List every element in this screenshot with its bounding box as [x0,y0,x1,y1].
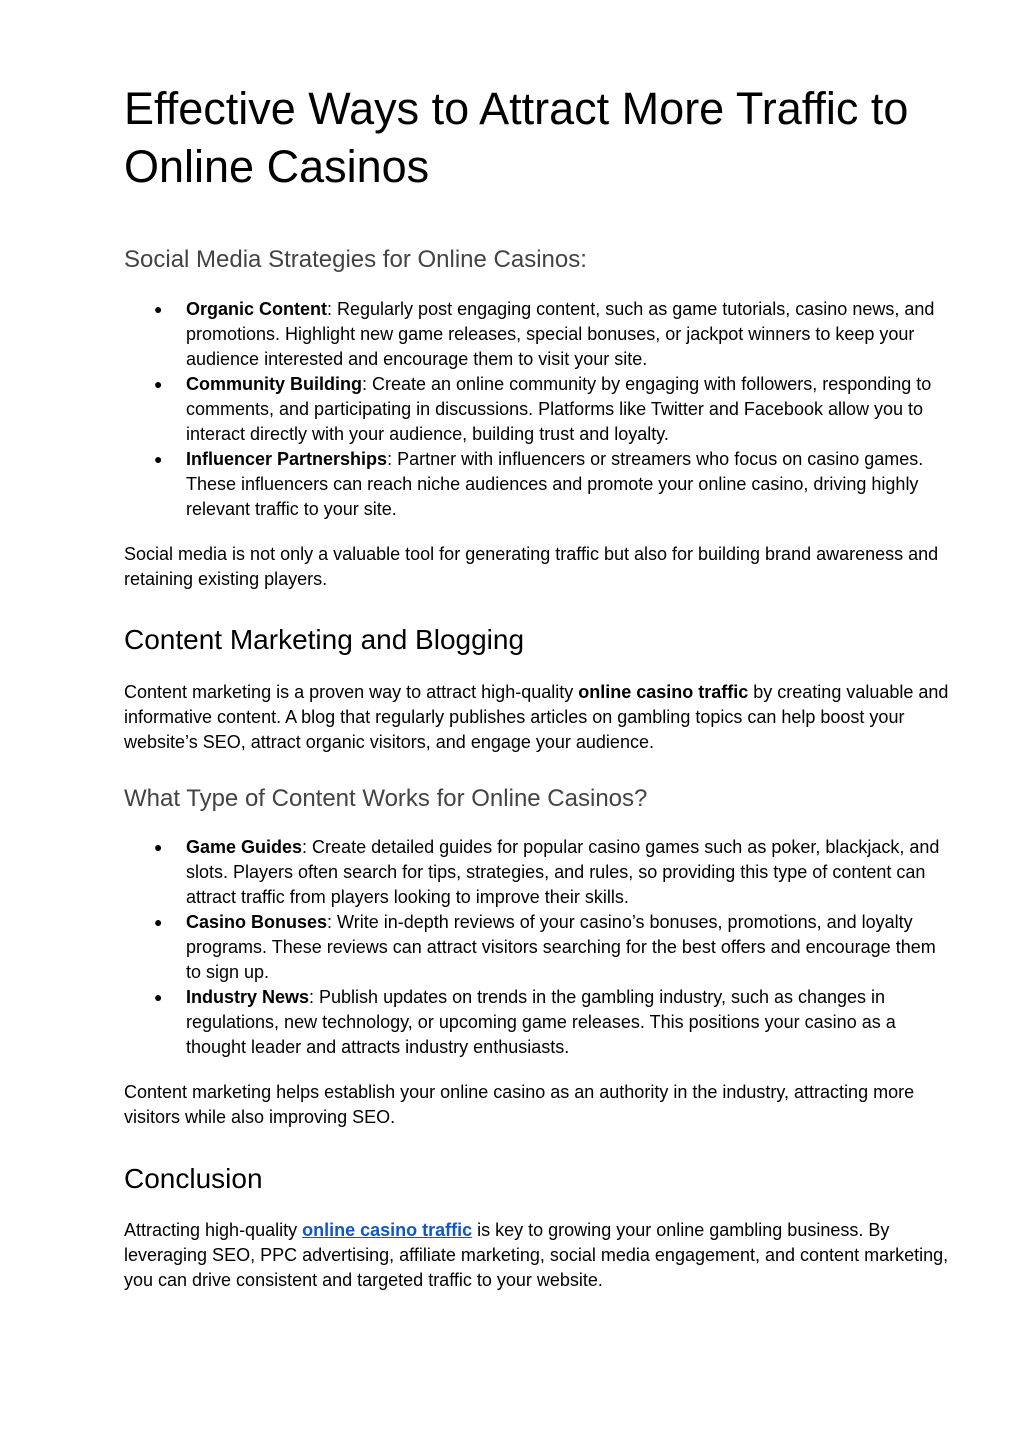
bullet-icon: ● [154,989,163,1005]
conclusion-paragraph [124,1218,950,1293]
list-item [124,447,954,522]
list-item-term: Casino Bonuses [186,912,328,932]
intro-text: Content marketing is a proven way to attract high-quality [124,682,579,702]
intro-keyword: online casino traffic [578,682,749,702]
conclusion-heading: Conclusion [124,1163,263,1194]
list-item [124,835,954,910]
intro-text-continued: by creating valuable and informative content. A blog that regularly publishes articles on gambling topics can help boost your website’s SEO, attract organic visitors, and engage your audience. [124,682,949,752]
bullet-icon: ● [154,839,163,855]
content-marketing-heading: Content Marketing and Blogging [124,624,525,655]
list-item-term: Community Building [186,374,362,394]
social-media-heading: Social Media Strategies for Online Casinos: [124,246,587,273]
bullet-icon: ● [154,451,163,467]
list-item-term: Industry News [186,987,310,1007]
bullet-icon: ● [154,914,163,930]
list-item-text: : Regularly post engaging content, such as game tutorials, casino news, and promotions. Highlight new game releases, special bonuses, or jackpot winners to keep your audience interested and encourage them to visit your site. [186,299,935,369]
conclusion-text-continued: is key to growing your online gambling business. By leveraging SEO, PPC advertising, affiliate marketing, social media engagement, and content marketing, you can drive consistent and targeted traffic to your website. [124,1220,949,1290]
list-item-text: : Publish updates on trends in the gambling industry, such as changes in regulations, new technology, or upcoming game releases. This positions your casino as a thought leader and attracts industry enthusiasts. [186,987,896,1057]
list-item [124,910,954,985]
document-title: Effective Ways to Attract More Traffic to Online Casinos [124,83,909,192]
conclusion-text: Attracting high-quality [124,1220,303,1240]
list-item-term: Influencer Partnerships [186,449,388,469]
list-item-term: Game Guides [186,837,303,857]
list-item-text: : Create detailed guides for popular casino games such as poker, blackjack, and slots. Players often search for tips, strategies, and rules, so providing this type of content can attract traffic from players looking to improve their skills. [186,837,940,907]
list-item [124,372,954,447]
content-types-list [124,835,954,1060]
list-item [124,297,954,372]
content-marketing-intro [124,680,950,755]
content-types-summary: Content marketing helps establish your online casino as an authority in the industry, attracting more visitors while also improving SEO. [124,1082,915,1127]
bullet-icon: ● [154,376,163,392]
social-media-list [124,297,954,522]
list-item-text: : Create an online community by engaging with followers, responding to comments, and participating in discussions. Platforms like Twitter and Facebook allow you to interact directly with your audience, building trust and loyalty. [186,374,932,444]
list-item-term: Organic Content [186,299,328,319]
list-item-text: : Write in-depth reviews of your casino’s bonuses, promotions, and loyalty programs. These reviews can attract visitors searching for the best offers and encourage them to sign up. [186,912,936,982]
list-item [124,985,954,1060]
content-types-heading: What Type of Content Works for Online Casinos? [124,785,648,812]
social-media-summary: Social media is not only a valuable tool for generating traffic but also for building brand awareness and retaining existing players. [124,544,939,589]
online-casino-traffic-link[interactable]: online casino traffic [302,1220,473,1240]
list-item-text: : Partner with influencers or streamers who focus on casino games. These influencers can reach niche audiences and promote your online casino, driving highly relevant traffic to your site. [186,449,924,519]
bullet-icon: ● [154,301,163,317]
